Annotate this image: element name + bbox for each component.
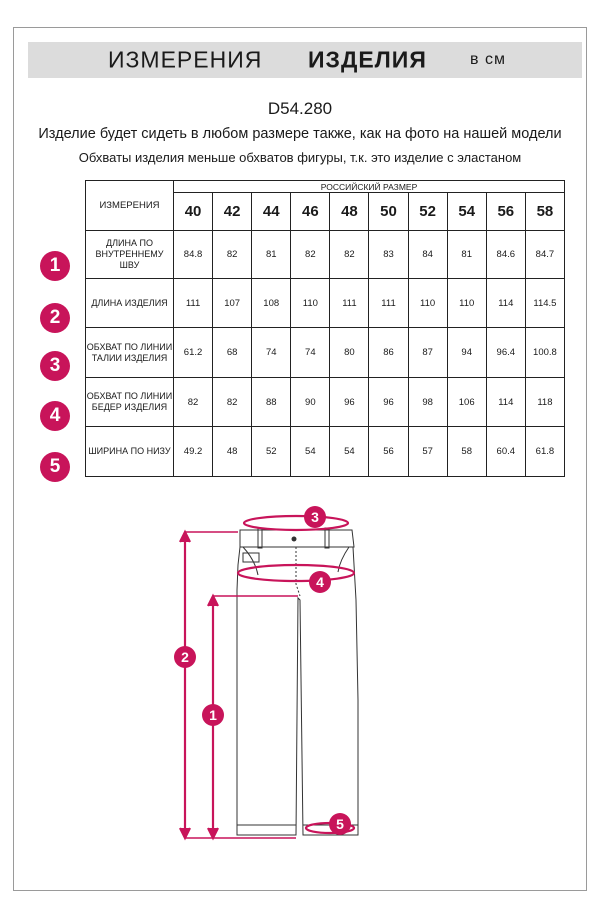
- table-cell: 82: [213, 231, 252, 279]
- table-cell: 61.2: [174, 328, 213, 378]
- title-word-product: ИЗДЕЛИЯ: [308, 46, 427, 73]
- table-cell: 106: [447, 378, 486, 427]
- trousers-outline: [237, 547, 358, 835]
- table-cell: 48: [213, 427, 252, 477]
- row-label: ОБХВАТ ПО ЛИНИИ ТАЛИИ ИЗДЕЛИЯ: [86, 328, 174, 378]
- table-cell: 87: [408, 328, 447, 378]
- table-cell: 84: [408, 231, 447, 279]
- table-cell: 84.8: [174, 231, 213, 279]
- table-cell: 57: [408, 427, 447, 477]
- table-cell: 110: [408, 279, 447, 328]
- measure-header: ИЗМЕРЕНИЯ: [86, 181, 174, 231]
- table-cell: 54: [330, 427, 369, 477]
- table-cell: 118: [525, 378, 564, 427]
- table-cell: 56: [369, 427, 408, 477]
- arrow-head-1-top: [208, 596, 218, 606]
- marker-1-label: 1: [209, 707, 217, 723]
- arrow-head-2-top: [180, 532, 190, 542]
- belt-loop-left: [258, 528, 262, 548]
- table-cell: 110: [447, 279, 486, 328]
- table-cell: 60.4: [486, 427, 525, 477]
- diagram-markers: [174, 506, 351, 835]
- belt-loop-right: [325, 528, 329, 548]
- table-cell: 84.7: [525, 231, 564, 279]
- size-header: 54: [447, 193, 486, 231]
- table-cell: 108: [252, 279, 291, 328]
- title-unit: в см: [470, 51, 506, 68]
- table-cell: 96.4: [486, 328, 525, 378]
- size-header: 48: [330, 193, 369, 231]
- size-header: 52: [408, 193, 447, 231]
- table-cell: 107: [213, 279, 252, 328]
- row-label: ДЛИНА ИЗДЕЛИЯ: [86, 279, 174, 328]
- marker-5-label: 5: [336, 816, 344, 832]
- waist-ellipse: [244, 516, 348, 530]
- table-cell: 82: [213, 378, 252, 427]
- table-cell: 84.6: [486, 231, 525, 279]
- size-header: 40: [174, 193, 213, 231]
- table-cell: 74: [252, 328, 291, 378]
- table-cell: 82: [330, 231, 369, 279]
- size-header: 56: [486, 193, 525, 231]
- table-cell: 98: [408, 378, 447, 427]
- row-number-badge: 4: [40, 401, 70, 431]
- table-cell: 94: [447, 328, 486, 378]
- table-cell: 114.5: [525, 279, 564, 328]
- table-cell: 52: [252, 427, 291, 477]
- row-number-badge: 1: [40, 251, 70, 281]
- title-word-measurements: ИЗМЕРЕНИЯ: [108, 46, 263, 73]
- table-cell: 110: [291, 279, 330, 328]
- table-cell: 86: [369, 328, 408, 378]
- table-cell: 90: [291, 378, 330, 427]
- button: [292, 537, 297, 542]
- row-label: ШИРИНА ПО НИЗУ: [86, 427, 174, 477]
- arrow-head-1-bottom: [208, 828, 218, 838]
- row-number-badge: 5: [40, 452, 70, 482]
- table-cell: 88: [252, 378, 291, 427]
- fly-seam: [296, 547, 300, 596]
- table-cell: 80: [330, 328, 369, 378]
- product-code: D54.280: [267, 99, 333, 118]
- table-cell: 114: [486, 279, 525, 328]
- table-cell: 96: [330, 378, 369, 427]
- size-header: 58: [525, 193, 564, 231]
- table-cell: 111: [330, 279, 369, 328]
- left-pocket: [243, 547, 258, 575]
- table-cell: 81: [252, 231, 291, 279]
- table-cell: 83: [369, 231, 408, 279]
- table-cell: 61.8: [525, 427, 564, 477]
- marker-4-label: 4: [316, 574, 324, 590]
- row-number-badge: 2: [40, 303, 70, 333]
- table-cell: 81: [447, 231, 486, 279]
- size-system-header: РОССИЙСКИЙ РАЗМЕР: [174, 181, 565, 193]
- table-cell: 58: [447, 427, 486, 477]
- marker-2-label: 2: [181, 649, 189, 665]
- table-cell: 54: [291, 427, 330, 477]
- table-cell: 68: [213, 328, 252, 378]
- table-cell: 96: [369, 378, 408, 427]
- row-label: ОБХВАТ ПО ЛИНИИ БЕДЕР ИЗДЕЛИЯ: [86, 378, 174, 427]
- table-cell: 74: [291, 328, 330, 378]
- marker-3-label: 3: [311, 509, 319, 525]
- size-header: 50: [369, 193, 408, 231]
- table-cell: 111: [174, 279, 213, 328]
- stretch-note: Обхваты изделия меньше обхватов фигуры, т.к. это изделие с эластаном: [78, 150, 522, 165]
- table-cell: 82: [174, 378, 213, 427]
- arrow-head-2-bottom: [180, 828, 190, 838]
- table-cell: 114: [486, 378, 525, 427]
- size-header: 46: [291, 193, 330, 231]
- waistband: [240, 530, 354, 547]
- table-cell: 100.8: [525, 328, 564, 378]
- row-number-badge: 3: [40, 351, 70, 381]
- table-cell: 49.2: [174, 427, 213, 477]
- size-header: 44: [252, 193, 291, 231]
- table-cell: 111: [369, 279, 408, 328]
- row-label: ДЛИНА ПО ВНУТРЕННЕМУ ШВУ: [86, 231, 174, 279]
- fit-note: Изделие будет сидеть в любом размере также, как на фото на нашей модели: [38, 126, 562, 142]
- table-cell: 82: [291, 231, 330, 279]
- size-header: 42: [213, 193, 252, 231]
